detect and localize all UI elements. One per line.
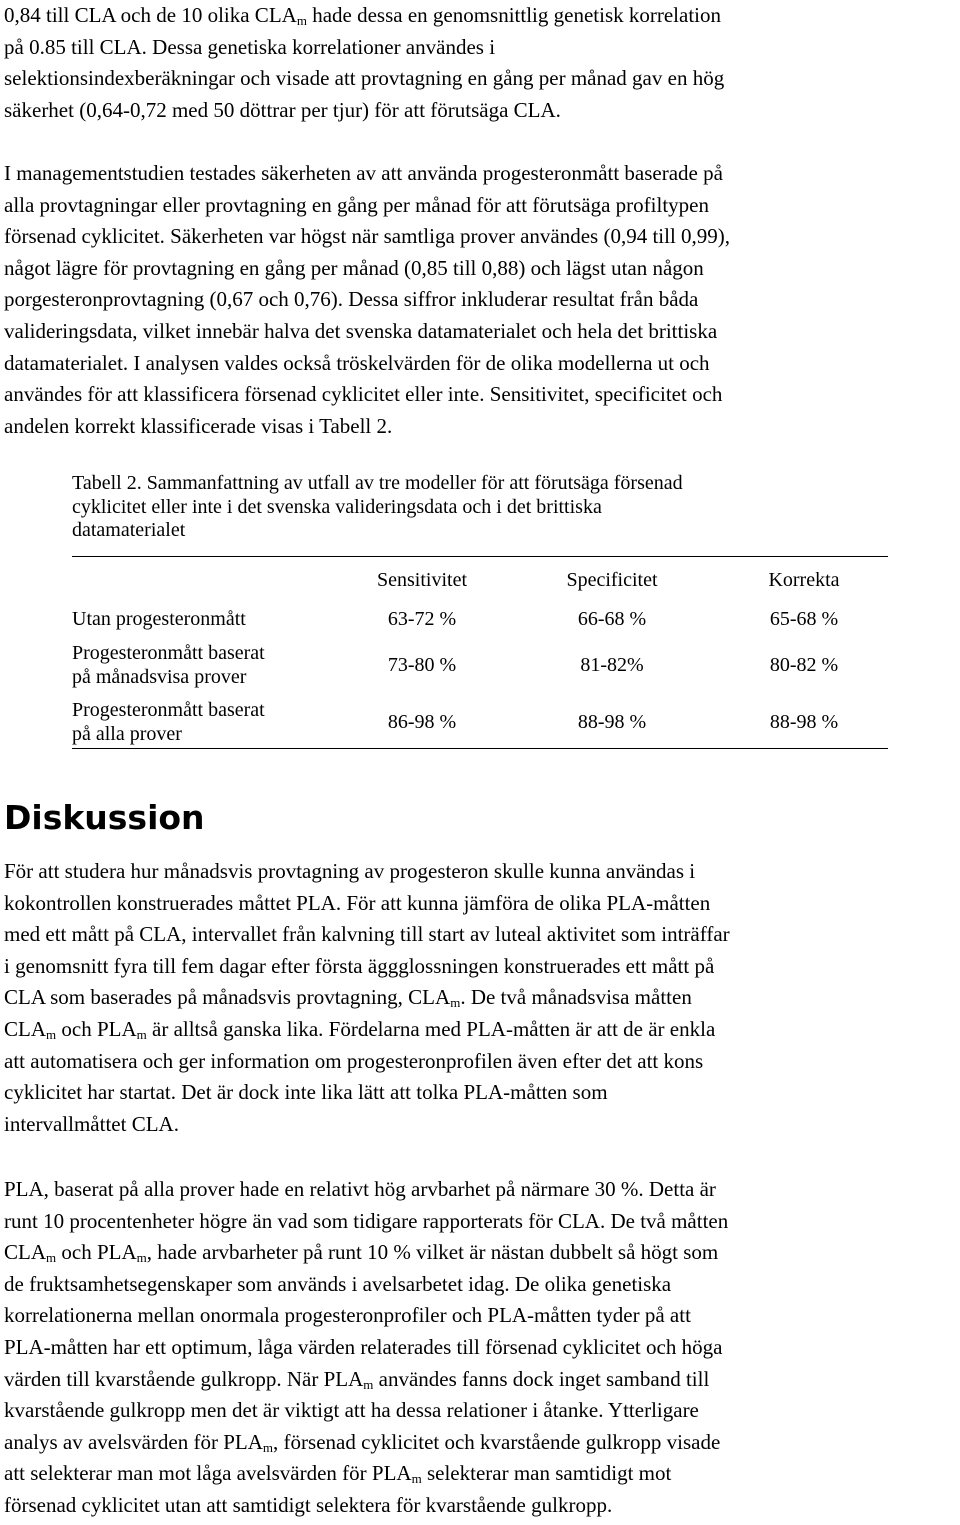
cell-korrekta: 88-98 %	[769, 711, 839, 733]
text-line: intervallmåttet CLA.	[4, 1111, 179, 1136]
text-line: 0,84 till CLA och de 10 olika $CLA_m$ hade dessa en genomsnittlig genetisk korrelation	[4, 3, 722, 28]
text-line: säkerhet (0,64-0,72 med 50 döttrar per tjur) för att förutsäga CLA.	[4, 97, 561, 122]
text-line: något lägre för provtagning en gång per månad (0,85 till 0,88) och lägst utan någon	[4, 255, 704, 280]
discussion-paragraph-2	[4, 1174, 956, 1522]
table-bottom-rule	[72, 748, 888, 749]
text-line: $CLA_m$ och $PLA_m$ är alltså ganska lika. Fördelarna med PLA-måtten är att de är enkla	[4, 1016, 716, 1042]
header-specificitet: Specificitet	[566, 569, 658, 591]
text-line: att automatisera och ger information om progesteronprofilen även efter det att kons	[4, 1048, 704, 1073]
text-line: runt 10 procentenheter högre än vad som tidigare rapporterats för CLA. De två måtten	[4, 1208, 729, 1233]
text-line: valideringsdata, vilket innebär halva det svenska datamaterialet och hela det brittiska	[4, 318, 718, 343]
cell-sensitivitet: 63-72 %	[387, 608, 457, 630]
cell-specificitet: 81-82%	[580, 654, 644, 676]
cell-korrekta: 80-82 %	[769, 654, 839, 676]
table-caption	[72, 472, 683, 543]
row-label: på alla prover	[72, 723, 182, 745]
text-line: $CLA_m$ och $PLA_m$, hade arvbarheter på runt 10 % vilket är nästan dubbelt så högt som	[4, 1240, 719, 1266]
row-label: Progesteronmått baserat	[72, 642, 265, 664]
table-top-rule	[72, 556, 888, 557]
text-line: i genomsnitt fyra till fem dagar efter första äggglossningen konstruerades ett mått på	[4, 953, 715, 978]
text-line: användes för att klassificera försenad cyklicitet eller inte. Sensitivitet, specificitet och	[4, 382, 723, 407]
text-line: analys av avelsvärden för $PLA_m$, försenad cyklicitet och kvarstående gulkropp visade	[4, 1429, 721, 1455]
text-line: alla provtagningar eller provtagning en gång per månad för att förutsäga profiltypen	[4, 192, 709, 217]
text-line: med ett mått på CLA, intervallet från kalvning till start av luteal aktivitet som inträffar	[4, 922, 730, 947]
text-line: PLA-måtten har ett optimum, låga värden relaterades till försenad cyklicitet och höga	[4, 1334, 723, 1359]
caption-line: datamaterialet	[72, 519, 186, 541]
text-line: kvarstående gulkropp men det är viktigt att ha dessa relationer i åtanke. Ytterligare	[4, 1398, 699, 1423]
text-line: andelen korrekt klassificerade visas i Tabell 2.	[4, 413, 393, 438]
intro-paragraph	[4, 0, 956, 126]
section-heading: Diskussion	[4, 798, 205, 837]
cell-specificitet: 66-68 %	[577, 608, 647, 630]
header-korrekta: Korrekta	[768, 569, 840, 591]
text-line: I managementstudien testades säkerheten av att använda progesteronmått baserade på	[4, 161, 723, 185]
text-line: kokontrollen konstruerades måttet PLA. För att kunna jämföra de olika PLA-måtten	[4, 890, 711, 915]
text-line: CLA som baserades på månadsvis provtagning, $CLA_m$. De två månadsvisa måtten	[4, 985, 692, 1011]
text-line: att selekterar man mot låga avelsvärden för $PLA_m$ selekterar man samtidigt mot	[4, 1461, 672, 1487]
caption-line: cyklicitet eller inte i det svenska valideringsdata och i det brittiska	[72, 495, 602, 518]
header-sensitivitet: Sensitivitet	[377, 569, 467, 591]
text-line: selektionsindexberäkningar och visade att provtagning en gång per månad gav en hög	[4, 66, 725, 91]
row-label: på månadsvisa prover	[72, 666, 247, 688]
text-line: porgesteronprovtagning (0,67 och 0,76). Dessa siffror inkluderar resultat från båda	[4, 287, 699, 312]
discussion-paragraph-1	[4, 856, 956, 1140]
text-line: datamaterialet. I analysen valdes också tröskelvärden för de olika modellerna ut och	[4, 350, 710, 375]
cell-korrekta: 65-68 %	[769, 608, 839, 630]
row-label: Utan progesteronmått	[72, 608, 246, 630]
text-line: För att studera hur månadsvis provtagning av progesteron skulle kunna användas i	[4, 859, 696, 883]
text-line: cyklicitet har startat. Det är dock inte lika lätt att tolka PLA-måtten som	[4, 1080, 608, 1105]
text-line: värden till kvarstående gulkropp. När $PLA_m$ användes fanns dock inget samband till	[4, 1366, 710, 1392]
cell-sensitivitet: 86-98 %	[387, 711, 457, 733]
caption-line: Tabell 2. Sammanfattning av utfall av tre modeller för att förutsäga försenad	[72, 472, 683, 494]
row-label: Progesteronmått baserat	[72, 699, 265, 721]
text-line: på 0.85 till CLA. Dessa genetiska korrelationer användes i	[4, 34, 496, 59]
text-line: försenad cyklicitet. Säkerheten var högst när samtliga prover användes (0,94 till 0,99),	[4, 224, 731, 249]
text-line: de fruktsamhetsegenskaper som används i avelsarbetet idag. De olika genetiska	[4, 1271, 672, 1296]
text-line: PLA, baserat på alla prover hade en relativt hög arvbarhet på närmare 30 %. Detta är	[4, 1177, 716, 1201]
text-line: försenad cyklicitet utan att samtidigt selektera för kvarstående gulkropp.	[4, 1492, 613, 1517]
text-line: korrelationerna mellan onormala progesteronprofiler och PLA-måtten tyder på att	[4, 1303, 691, 1328]
management-paragraph	[4, 158, 956, 442]
cell-sensitivitet: 73-80 %	[387, 654, 457, 676]
cell-specificitet: 88-98 %	[577, 711, 647, 733]
